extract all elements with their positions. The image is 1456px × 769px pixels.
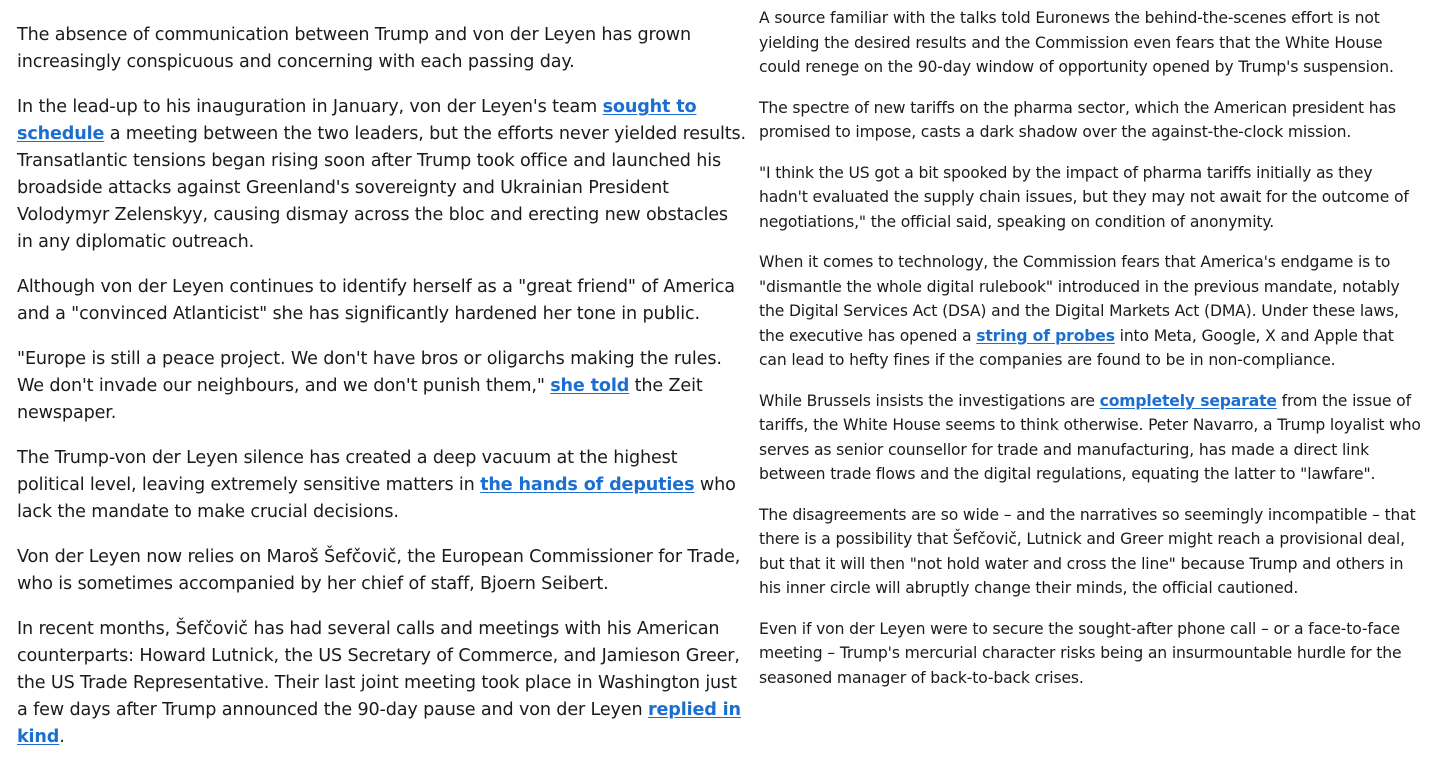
paragraph bbox=[759, 6, 1425, 80]
paragraph bbox=[759, 250, 1425, 373]
paragraph-text: from the issue of tariffs, the White House seems to think otherwise. Peter Navarro, a Trump loyalist who serves as senior counsellor for trade and manufacturing, has made a direct link between trade flows and the digital regulations, equating the latter to "lawfare". bbox=[759, 391, 1421, 483]
paragraph-text: "Europe is still a peace project. We don't have bros or oligarchs making the rules. We don't invade our neighbours, and we don't punish them," bbox=[17, 349, 722, 396]
paragraph-text: the Zeit newspaper. bbox=[17, 376, 703, 423]
paragraph bbox=[17, 445, 747, 526]
paragraph-text: The spectre of new tariffs on the pharma sector, which the American president has promised to impose, casts a dark shadow over the against-the-clock mission. bbox=[759, 98, 1396, 141]
paragraph bbox=[17, 544, 747, 598]
paragraph-text: The Trump-von der Leyen silence has created a deep vacuum at the highest political level, leaving extremely sensitive matters in bbox=[17, 448, 678, 495]
paragraph-text: A source familiar with the talks told Euronews the behind-the-scenes effort is not yielding the desired results and the Commission even fears that the White House could renege on the 90-day window of opportunity opened by Trump's suspension. bbox=[759, 9, 1394, 76]
paragraph-text: The absence of communication between Trump and von der Leyen has grown increasingly conspicuous and concerning with each passing day. bbox=[17, 25, 692, 72]
paragraph-text: . bbox=[59, 727, 65, 747]
paragraph-text: a meeting between the two leaders, but the efforts never yielded results. Transatlantic tensions began rising soon after Trump took office and launched his broadside attacks against Greenland's sovereignty and Ukrainian President Volodymyr Zelenskyy, causing dismay across the bloc and erecting new obstacles in any diplomatic outreach. bbox=[17, 124, 746, 252]
paragraph-text: Although von der Leyen continues to identify herself as a "great friend" of America and a "convinced Atlanticist" she has significantly hardened her tone in public. bbox=[17, 277, 735, 324]
paragraph bbox=[759, 96, 1425, 145]
paragraph-text: In the lead-up to his inauguration in January, von der Leyen's team bbox=[17, 97, 603, 117]
paragraph bbox=[759, 617, 1425, 691]
paragraph-text: Von der Leyen now relies on Maroš Šefčovič, the European Commissioner for Trade, who is sometimes accompanied by her chief of staff, Bjoern Seibert. bbox=[17, 547, 741, 594]
paragraph bbox=[759, 161, 1425, 235]
hands-of-deputies-link[interactable]: the hands of deputies bbox=[480, 475, 695, 495]
paragraph-text: who lack the mandate to make crucial decisions. bbox=[17, 475, 736, 522]
paragraph bbox=[759, 503, 1425, 601]
paragraph bbox=[17, 616, 747, 751]
paragraph bbox=[17, 274, 747, 328]
paragraph-text: into Meta, Google, X and Apple that can lead to hefty fines if the companies are found to be in non-compliance. bbox=[759, 326, 1394, 369]
paragraph-text: The disagreements are so wide – and the narratives so seemingly incompatible – that there is a possibility that Šefčovič, Lutnick and Greer might reach a provisional deal, but that it will then "not hold water and cross the line" because Trump and others in his inner circle will abruptly change their minds, the official cautioned. bbox=[759, 505, 1416, 597]
paragraph bbox=[759, 389, 1425, 487]
sought-to-schedule-link[interactable]: sought to schedule bbox=[17, 97, 697, 144]
paragraph-text: "I think the US got a bit spooked by the impact of pharma tariffs initially as they hadn't evaluated the supply chain issues, but they may not await for the outcome of negotiations," the official said, speaking on condition of anonymity. bbox=[759, 163, 1409, 231]
paragraph-text: Even if von der Leyen were to secure the sought-after phone call – or a face-to-face meeting – Trump's mercurial character risks being an insurmountable hurdle for the seasoned manager of back-to-back crises. bbox=[759, 619, 1402, 687]
string-of-probes-link[interactable]: string of probes bbox=[976, 326, 1115, 345]
paragraph bbox=[17, 346, 747, 427]
right-column bbox=[759, 6, 1425, 706]
paragraph-text: While Brussels insists the investigations are bbox=[759, 391, 1100, 410]
paragraph bbox=[17, 94, 747, 256]
left-column bbox=[17, 22, 747, 769]
completely-separate-link[interactable]: completely separate bbox=[1099, 391, 1277, 410]
replied-in-kind-link[interactable]: replied in kind bbox=[17, 700, 741, 747]
paragraph-text: When it comes to technology, the Commission fears that America's endgame is to "dismantle the whole digital rulebook" introduced in the previous mandate, notably the Digital Services Act (DSA) and the Digital Markets Act (DMA). Under these laws, the executive has opened a bbox=[759, 253, 1400, 345]
she-told-link[interactable]: she told bbox=[550, 376, 630, 396]
paragraph bbox=[17, 22, 747, 76]
paragraph-text: In recent months, Šefčovič has had several calls and meetings with his American counterparts: Howard Lutnick, the US Secretary of Commerce, and Jamieson Greer, the US Trade Representative. Their last joint meeting took place in Washington just a few days after Trump announced the 90-day pause and von der Leyen bbox=[17, 619, 740, 720]
